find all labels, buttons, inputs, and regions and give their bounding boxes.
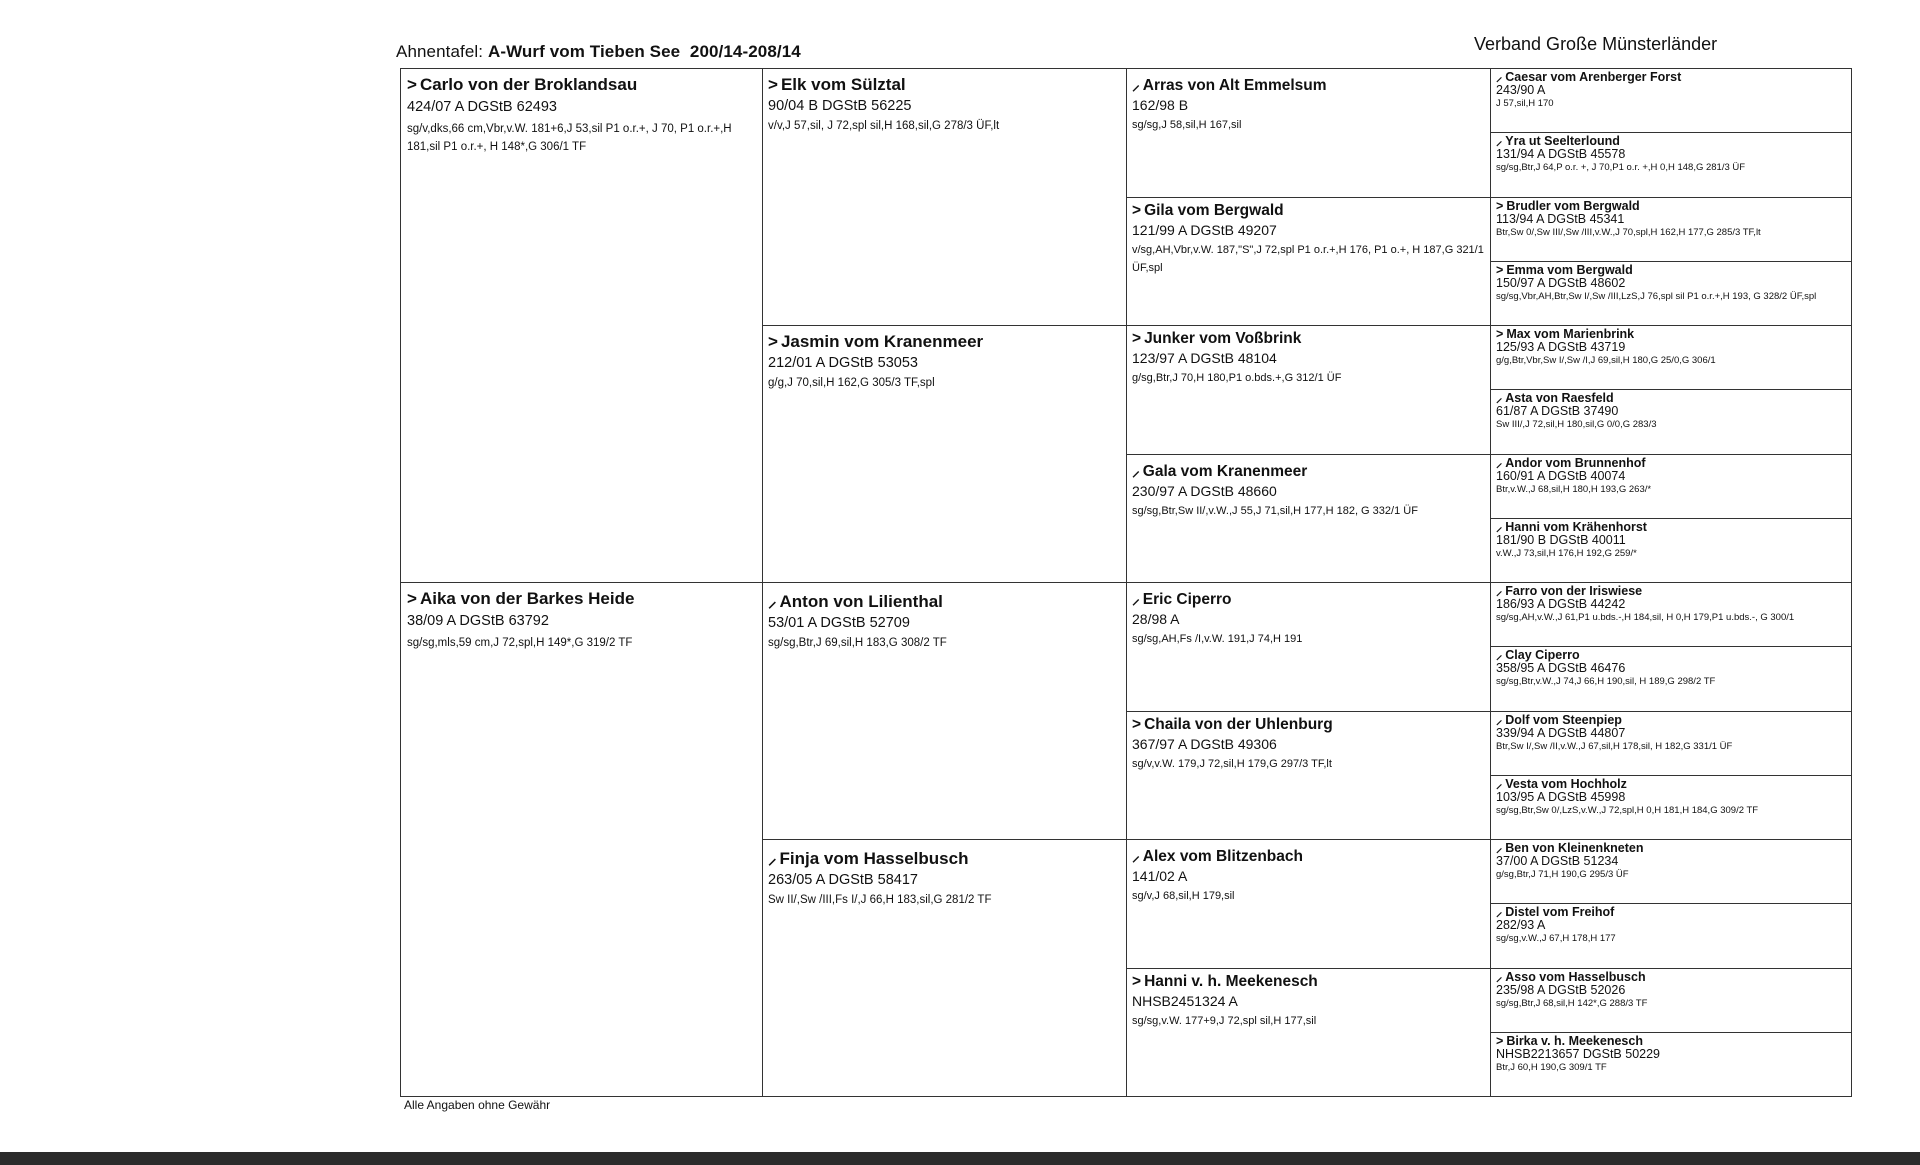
registration-number: NHSB2213657 DGStB 50229 bbox=[1496, 1047, 1660, 1061]
ancestor-name-text: Gala vom Kranenmeer bbox=[1142, 463, 1308, 480]
lineage-marker: > bbox=[407, 589, 417, 608]
ancestor-cell bbox=[762, 582, 1127, 840]
ancestor-name-text: Arras von Alt Emmelsum bbox=[1142, 77, 1327, 94]
disclaimer: Alle Angaben ohne Gewähr bbox=[404, 1098, 551, 1112]
ancestor-name-text: Dolf vom Steenpiep bbox=[1505, 713, 1622, 727]
ancestor-name-text: Vesta vom Hochholz bbox=[1505, 777, 1627, 791]
ancestor-name bbox=[1132, 587, 1485, 609]
ancestor-name-text: Elk vom Sülztal bbox=[780, 75, 906, 94]
lineage-marker: ⸝ bbox=[1496, 391, 1503, 405]
registration-number: 263/05 A DGStB 58417 bbox=[768, 872, 918, 888]
registration-number: 424/07 A DGStB 62493 bbox=[407, 99, 557, 115]
ancestor-name bbox=[1132, 844, 1485, 866]
performance-details: sg/sg,mls,59 cm,J 72,spl,H 149*,G 319/2 TF bbox=[407, 637, 633, 649]
registration-number: 125/93 A DGStB 43719 bbox=[1496, 340, 1626, 354]
registration-number: 103/95 A DGStB 45998 bbox=[1496, 790, 1626, 804]
ancestor-name-text: Distel vom Freihof bbox=[1505, 905, 1615, 919]
performance-details: Sw II/,Sw /III,Fs I/,J 66,H 183,sil,G 281/2 TF bbox=[768, 894, 992, 906]
ancestor-name-text: Carlo von der Broklandsau bbox=[419, 75, 638, 94]
ancestor-name-text: Gila vom Bergwald bbox=[1144, 202, 1284, 219]
registration-number: 186/93 A DGStB 44242 bbox=[1496, 597, 1626, 611]
lineage-marker: ⸝ bbox=[1132, 77, 1140, 94]
registration-number: 282/93 A bbox=[1496, 918, 1546, 932]
ancestor-name-text: Anton von Lilienthal bbox=[779, 592, 943, 611]
lineage-marker: > bbox=[1132, 716, 1142, 733]
ancestor-name bbox=[768, 589, 1121, 612]
registration-number: 37/00 A DGStB 51234 bbox=[1496, 854, 1619, 868]
ancestor-name bbox=[1132, 716, 1485, 734]
performance-details: sg/sg,Btr,v.W.,J 74,J 66,H 190,sil, H 189,G 298/2 TF bbox=[1496, 676, 1716, 687]
performance-details: Btr,Sw 0/,Sw III/,Sw /III,v.W.,J 70,spl,H 162,H 177,G 285/3 TF,lt bbox=[1496, 227, 1761, 238]
performance-details: Btr,v.W.,J 68,sil,H 180,H 193,G 263/* bbox=[1496, 484, 1652, 495]
performance-details: sg/sg,AH,v.W.,J 61,P1 u.bds.-,H 184,sil, H 0,H 179,P1 u.bds.-, G 300/1 bbox=[1496, 612, 1795, 623]
performance-details: J 57,sil,H 170 bbox=[1496, 98, 1554, 109]
ancestor-name-text: Caesar vom Arenberger Forst bbox=[1505, 70, 1682, 84]
performance-details: sg/sg,Btr,Sw 0/,LzS,v.W.,J 72,spl,H 0,H 181,H 184,G 309/2 TF bbox=[1496, 805, 1759, 816]
lineage-marker: > bbox=[1496, 1034, 1504, 1048]
registration-number: 121/99 A DGStB 49207 bbox=[1132, 222, 1277, 238]
ancestor-cell bbox=[762, 325, 1127, 583]
ancestor-cell bbox=[1490, 197, 1852, 262]
ancestor-cell bbox=[400, 582, 764, 1097]
registration-number: 243/90 A bbox=[1496, 83, 1546, 97]
performance-details: v/v,J 57,sil, J 72,spl sil,H 168,sil,G 278/3 ÜF,lt bbox=[768, 120, 1000, 132]
lineage-marker: ⸝ bbox=[1496, 648, 1503, 662]
registration-number: 61/87 A DGStB 37490 bbox=[1496, 404, 1619, 418]
lineage-marker: > bbox=[1496, 327, 1504, 341]
performance-details: sg/sg,Btr,J 68,sil,H 142*,G 288/3 TF bbox=[1496, 998, 1648, 1009]
ancestor-name bbox=[1496, 906, 1846, 919]
ancestor-cell bbox=[1126, 711, 1491, 840]
lineage-marker: ⸝ bbox=[1496, 584, 1503, 598]
ancestor-cell bbox=[1490, 68, 1852, 133]
ancestor-name bbox=[1496, 71, 1846, 84]
ancestor-name bbox=[407, 75, 757, 95]
lineage-marker: > bbox=[1132, 973, 1142, 990]
performance-details: v.W.,J 73,sil,H 176,H 192,G 259/* bbox=[1496, 548, 1637, 559]
ancestor-cell bbox=[1490, 132, 1852, 198]
performance-details: Btr,J 60,H 190,G 309/1 TF bbox=[1496, 1062, 1607, 1073]
registration-number: 131/94 A DGStB 45578 bbox=[1496, 147, 1626, 161]
ancestor-name-text: Eric Ciperro bbox=[1142, 591, 1232, 608]
ancestor-name bbox=[1132, 330, 1485, 348]
ancestor-cell bbox=[1490, 903, 1852, 969]
ancestor-name-text: Alex vom Blitzenbach bbox=[1142, 848, 1303, 865]
performance-details: sg/v,dks,66 cm,Vbr,v.W. 181+6,J 53,sil P1 o.r.+, J 70, P1 o.r.+,H 181,sil P1 o.r.+, H 148*,G 306/1 TF bbox=[407, 123, 732, 153]
registration-number: NHSB2451324 A bbox=[1132, 993, 1238, 1009]
ancestor-name-text: Ben von Kleinenkneten bbox=[1505, 841, 1644, 855]
ancestor-cell bbox=[1126, 454, 1491, 583]
ancestor-name bbox=[1132, 459, 1485, 481]
ancestor-cell bbox=[762, 68, 1127, 326]
lineage-marker: > bbox=[1496, 199, 1504, 213]
ancestor-cell bbox=[400, 68, 764, 583]
performance-details: sg/sg,v.W. 177+9,J 72,spl sil,H 177,sil bbox=[1132, 1015, 1317, 1027]
registration-number: 113/94 A DGStB 45341 bbox=[1496, 212, 1625, 226]
lineage-marker: ⸝ bbox=[1496, 841, 1503, 855]
ancestor-name-text: Finja vom Hasselbusch bbox=[779, 849, 969, 868]
registration-number: 150/97 A DGStB 48602 bbox=[1496, 276, 1626, 290]
ancestor-name bbox=[1132, 73, 1485, 95]
ancestor-cell bbox=[1490, 839, 1852, 904]
ancestor-cell bbox=[1490, 518, 1852, 583]
performance-details: sg/sg,Btr,Sw II/,v.W.,J 55,J 71,sil,H 177,H 182, G 332/1 ÜF bbox=[1132, 505, 1418, 517]
performance-details: Btr,Sw I/,Sw /II,v.W.,J 67,sil,H 178,sil, H 182,G 331/1 ÜF bbox=[1496, 741, 1733, 752]
registration-number: 230/97 A DGStB 48660 bbox=[1132, 483, 1277, 499]
ancestor-cell bbox=[1490, 775, 1852, 840]
registration-number: 38/09 A DGStB 63792 bbox=[407, 613, 549, 629]
lineage-marker: ⸝ bbox=[768, 592, 777, 611]
pedigree-title bbox=[396, 42, 801, 62]
lineage-marker: ⸝ bbox=[1132, 591, 1140, 608]
ancestor-name-text: Chaila von der Uhlenburg bbox=[1144, 716, 1333, 733]
ancestor-cell bbox=[1490, 711, 1852, 776]
ancestor-name bbox=[768, 332, 1121, 352]
ancestor-cell bbox=[1490, 968, 1852, 1033]
ancestor-name-text: Farro von der Iriswiese bbox=[1505, 584, 1643, 598]
lineage-marker: ⸝ bbox=[1496, 970, 1503, 984]
lineage-marker: ⸝ bbox=[768, 849, 777, 868]
registration-number: 339/94 A DGStB 44807 bbox=[1496, 726, 1626, 740]
lineage-marker: ⸝ bbox=[1496, 713, 1503, 727]
ancestor-name bbox=[1132, 973, 1485, 991]
lineage-marker: > bbox=[1496, 263, 1504, 277]
title-range: 200/14-208/14 bbox=[689, 42, 801, 61]
pedigree-table bbox=[400, 68, 1852, 1096]
performance-details: v/sg,AH,Vbr,v.W. 187,"S",J 72,spl P1 o.r.+,H 176, P1 o.+, H 187,G 321/1 ÜF,spl bbox=[1132, 244, 1484, 274]
organization-name: Verband Große Münsterländer bbox=[1474, 34, 1718, 54]
ancestor-cell bbox=[1126, 839, 1491, 969]
ancestor-name-text: Brudler vom Bergwald bbox=[1506, 199, 1640, 213]
lineage-marker: > bbox=[768, 332, 778, 351]
registration-number: 53/01 A DGStB 52709 bbox=[768, 615, 910, 631]
lineage-marker: > bbox=[768, 75, 778, 94]
ancestor-name-text: Yra ut Seelterlound bbox=[1505, 134, 1620, 148]
lineage-marker: ⸝ bbox=[1132, 848, 1140, 865]
title-prefix: Ahnentafel: bbox=[396, 42, 488, 61]
ancestor-name-text: Clay Ciperro bbox=[1505, 648, 1580, 662]
ancestor-cell bbox=[1490, 325, 1852, 390]
lineage-marker: ⸝ bbox=[1496, 520, 1503, 534]
lineage-marker: ⸝ bbox=[1496, 134, 1503, 148]
ancestor-name-text: Max vom Marienbrink bbox=[1506, 327, 1635, 341]
ancestor-name-text: Jasmin vom Kranenmeer bbox=[780, 332, 984, 351]
ancestor-cell bbox=[1490, 646, 1852, 712]
ancestor-cell bbox=[1126, 968, 1491, 1097]
performance-details: sg/v,J 68,sil,H 179,sil bbox=[1132, 890, 1235, 902]
registration-number: 28/98 A bbox=[1132, 611, 1180, 627]
lineage-marker: ⸝ bbox=[1496, 456, 1503, 470]
scan-edge bbox=[0, 1152, 1920, 1165]
ancestor-cell bbox=[1490, 454, 1852, 519]
registration-number: 90/04 B DGStB 56225 bbox=[768, 98, 912, 114]
performance-details: sg/v,v.W. 179,J 72,sil,H 179,G 297/3 TF,lt bbox=[1132, 758, 1332, 770]
ancestor-name bbox=[1132, 202, 1485, 220]
ancestor-name-text: Birka v. h. Meekenesch bbox=[1506, 1034, 1643, 1048]
registration-number: 212/01 A DGStB 53053 bbox=[768, 355, 918, 371]
registration-number: 160/91 A DGStB 40074 bbox=[1496, 469, 1626, 483]
registration-number: 181/90 B DGStB 40011 bbox=[1496, 533, 1626, 547]
ancestor-name-text: Andor vom Brunnenhof bbox=[1505, 456, 1646, 470]
ancestor-name bbox=[407, 589, 757, 609]
ancestor-name-text: Asta von Raesfeld bbox=[1505, 391, 1614, 405]
performance-details: sg/sg,AH,Fs /I,v.W. 191,J 74,H 191 bbox=[1132, 633, 1303, 645]
ancestor-name-text: Hanni vom Krähenhorst bbox=[1505, 520, 1647, 534]
lineage-marker: ⸝ bbox=[1496, 905, 1503, 919]
performance-details: g/sg,Btr,J 70,H 180,P1 o.bds.+,G 312/1 ÜF bbox=[1132, 372, 1342, 384]
performance-details: sg/sg,Btr,J 64,P o.r. +, J 70,P1 o.r. +,H 0,H 148,G 281/3 ÜF bbox=[1496, 162, 1746, 173]
ancestor-name-text: Junker vom Voßbrink bbox=[1144, 330, 1302, 347]
performance-details: g/g,J 70,sil,H 162,G 305/3 TF,spl bbox=[768, 377, 935, 389]
lineage-marker: ⸝ bbox=[1132, 463, 1140, 480]
registration-number: 141/02 A bbox=[1132, 868, 1188, 884]
registration-number: 367/97 A DGStB 49306 bbox=[1132, 736, 1277, 752]
performance-details: sg/sg,Btr,J 69,sil,H 183,G 308/2 TF bbox=[768, 637, 947, 649]
performance-details: sg/sg,Vbr,AH,Btr,Sw I/,Sw /III,LzS,J 76,spl sil P1 o.r.+,H 193, G 328/2 ÜF,spl bbox=[1496, 291, 1817, 302]
title-litter: A-Wurf vom Tieben See bbox=[487, 42, 681, 61]
ancestor-cell bbox=[1126, 582, 1491, 712]
ancestor-cell bbox=[1126, 197, 1491, 326]
lineage-marker: > bbox=[1132, 330, 1142, 347]
lineage-marker: > bbox=[407, 75, 417, 94]
ancestor-cell bbox=[1490, 1032, 1852, 1097]
ancestor-cell bbox=[1490, 261, 1852, 326]
registration-number: 235/98 A DGStB 52026 bbox=[1496, 983, 1626, 997]
ancestor-name-text: Hanni v. h. Meekenesch bbox=[1144, 973, 1318, 990]
lineage-marker: ⸝ bbox=[1496, 70, 1503, 84]
registration-number: 162/98 B bbox=[1132, 97, 1189, 113]
ancestor-cell bbox=[1126, 325, 1491, 455]
ancestor-cell bbox=[1126, 68, 1491, 198]
performance-details: sg/sg,J 58,sil,H 167,sil bbox=[1132, 119, 1242, 131]
ancestor-cell bbox=[1490, 389, 1852, 455]
ancestor-name-text: Aika von der Barkes Heide bbox=[419, 589, 635, 608]
ancestor-name-text: Emma vom Bergwald bbox=[1506, 263, 1633, 277]
lineage-marker: ⸝ bbox=[1496, 777, 1503, 791]
ancestor-cell bbox=[1490, 582, 1852, 647]
ancestor-name-text: Asso vom Hasselbusch bbox=[1505, 970, 1646, 984]
registration-number: 123/97 A DGStB 48104 bbox=[1132, 350, 1277, 366]
performance-details: g/sg,Btr,J 71,H 190,G 295/3 ÜF bbox=[1496, 869, 1629, 880]
ancestor-name bbox=[768, 846, 1121, 869]
ancestor-name bbox=[768, 75, 1121, 95]
performance-details: g/g,Btr,Vbr,Sw I/,Sw /I,J 69,sil,H 180,G 25/0,G 306/1 bbox=[1496, 355, 1716, 366]
performance-details: sg/sg,v.W.,J 67,H 178,H 177 bbox=[1496, 933, 1616, 944]
performance-details: Sw III/,J 72,sil,H 180,sil,G 0/0,G 283/3 bbox=[1496, 419, 1657, 430]
lineage-marker: > bbox=[1132, 202, 1142, 219]
registration-number: 358/95 A DGStB 46476 bbox=[1496, 661, 1626, 675]
ancestor-cell bbox=[762, 839, 1127, 1097]
